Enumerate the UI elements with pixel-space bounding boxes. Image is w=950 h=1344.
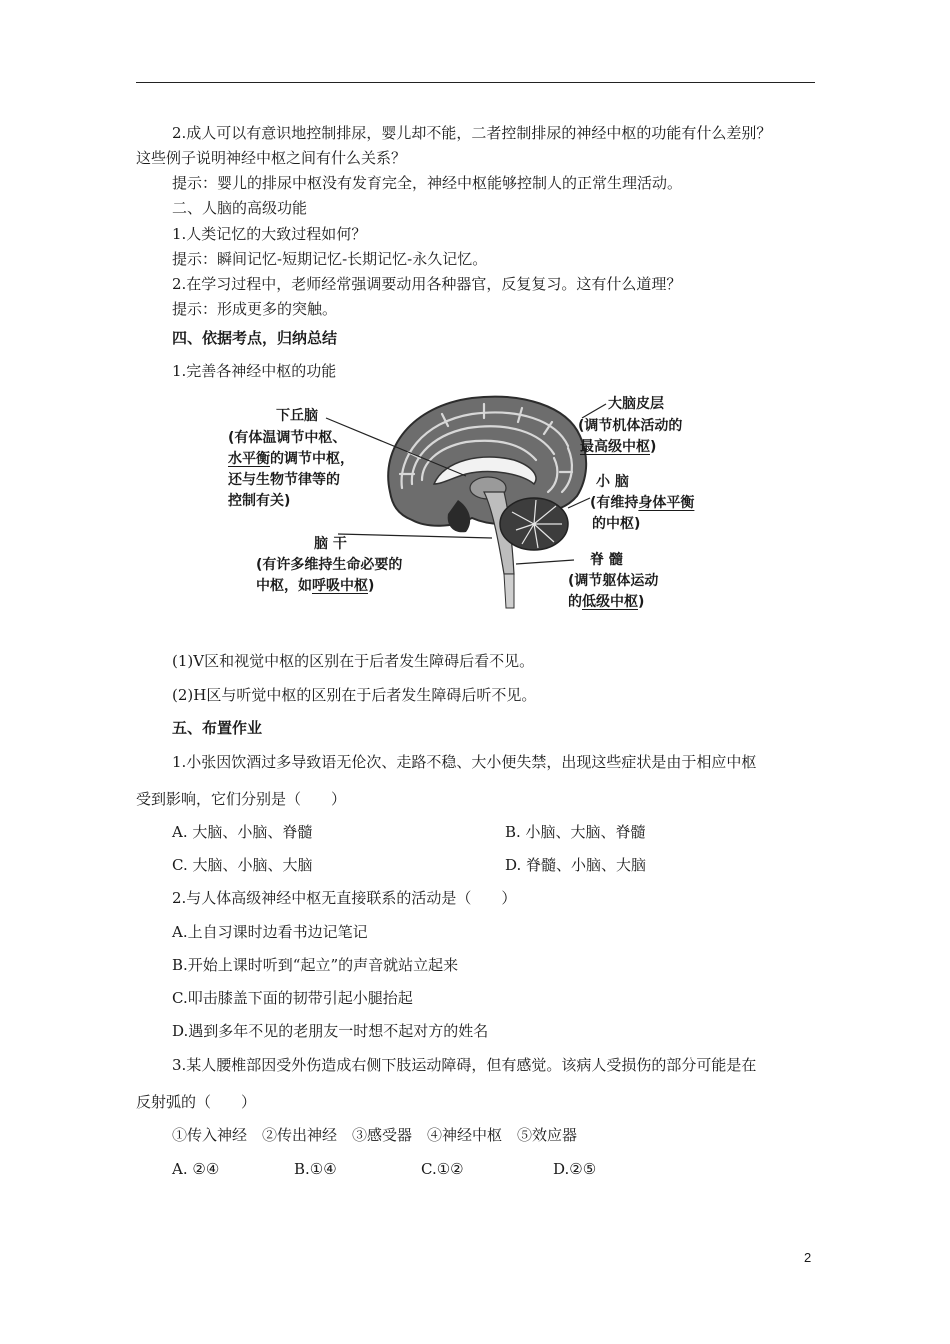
label-cortex-desc-1: (调节机体活动的 <box>578 418 683 434</box>
body-balance-term: 身体平衡 <box>638 495 695 511</box>
exercise-2-text: 2.与人体高级神经中枢无直接联系的活动是（ ） <box>172 889 517 907</box>
cortex-close-paren: ) <box>650 439 657 455</box>
exercise-2-option-b: B.开始上课时听到“起立”的声音就站立起来 <box>172 956 459 974</box>
cerebellum-desc-head: (有维持 <box>590 495 639 511</box>
exercise-2-option-d: D.遇到多年不见的老朋友一时想不起对方的姓名 <box>172 1022 489 1040</box>
note-1: (1)V区和视觉中枢的区别在于后者发生障碍后看不见。 <box>172 652 535 670</box>
section-4-title: 四、依据考点，归纳总结 <box>172 329 338 347</box>
label-hypothalamus-desc-3: 还与生物节律等的 <box>228 472 340 488</box>
question-2-text-cont: 这些例子说明神经中枢之间有什么关系？ <box>136 149 407 167</box>
label-cerebral-cortex: 大脑皮层 <box>608 396 664 412</box>
section-5-title: 五、布置作业 <box>172 719 263 737</box>
highest-center-term: 最高级中枢 <box>580 439 650 455</box>
exercise-3-option-b: B.①④ <box>294 1160 337 1178</box>
section-2-hint-1: 提示：瞬间记忆-短期记忆-长期记忆-永久记忆。 <box>172 250 488 268</box>
exercise-3-option-d: D.②⑤ <box>553 1160 597 1178</box>
spinal-desc-head: 的 <box>568 594 582 610</box>
label-cerebellum-desc-1 <box>590 493 694 514</box>
label-brainstem: 脑 干 <box>314 536 347 552</box>
label-cerebellum: 小 脑 <box>596 474 629 490</box>
exercise-1-option-d: D. 脊髓、小脑、大脑 <box>505 856 647 874</box>
exercise-3-text: 3.某人腰椎部因受外伤造成右侧下肢运动障碍，但有感觉。该病人受损伤的部分可能是在 <box>172 1056 757 1074</box>
exercise-2-option-a: A.上自习课时边看书边记笔记 <box>172 923 368 941</box>
label-brainstem-desc-2 <box>256 576 374 597</box>
exercise-1-option-c: C. 大脑、小脑、大脑 <box>172 856 313 874</box>
water-balance-tail: 的调节中枢， <box>270 451 354 467</box>
exercise-1-text-cont: 受到影响，它们分别是（ ） <box>136 790 347 808</box>
page-number: 2 <box>804 1250 812 1265</box>
exercise-3-option-a: A. ②④ <box>172 1160 220 1178</box>
section-2-hint-2: 提示：形成更多的突触。 <box>172 300 338 318</box>
note-2: (2)H区与听觉中枢的区别在于后者发生障碍后听不见。 <box>172 686 537 704</box>
exercise-3-option-c: C.①② <box>421 1160 464 1178</box>
label-cortex-desc-2 <box>580 437 656 458</box>
brainstem-desc-head: 中枢，如 <box>256 578 312 594</box>
exercise-1-option-a: A. 大脑、小脑、脊髓 <box>172 823 313 841</box>
water-balance-term: 水平衡 <box>228 451 270 467</box>
section-2-question-1: 1.人类记忆的大致过程如何？ <box>172 225 367 243</box>
section-2-question-2: 2.在学习过程中，老师经常强调要动用各种器官，反复复习。这有什么道理？ <box>172 275 682 293</box>
question-2-hint: 提示：婴儿的排尿中枢没有发育完全，神经中枢能够控制人的正常生理活动。 <box>172 174 683 192</box>
low-center-term: 低级中枢 <box>582 594 638 610</box>
brain-diagram <box>222 388 722 620</box>
label-spinal-desc-2 <box>568 592 644 613</box>
label-hypothalamus-desc-1: (有体温调节中枢、 <box>228 430 347 446</box>
label-hypothalamus-desc-2 <box>228 449 354 470</box>
respiratory-center-term: 呼吸中枢 <box>312 578 368 594</box>
header-rule <box>136 82 815 83</box>
label-hypothalamus-desc-4: 控制有关) <box>228 493 291 509</box>
spinal-close-paren: ) <box>638 594 645 610</box>
exercise-1-option-b: B. 小脑、大脑、脊髓 <box>505 823 646 841</box>
label-hypothalamus: 下丘脑 <box>276 408 318 424</box>
section-2-title: 二、人脑的高级功能 <box>172 199 308 217</box>
label-cerebellum-desc-2: 的中枢) <box>592 516 641 532</box>
exercise-2-option-c: C.叩击膝盖下面的韧带引起小腿抬起 <box>172 989 413 1007</box>
exercise-3-text-cont: 反射弧的（ ） <box>136 1093 257 1111</box>
label-spinal-desc-1: (调节躯体运动 <box>568 573 659 589</box>
label-spinal-cord: 脊 髓 <box>590 552 623 568</box>
section-4-item-1: 1.完善各神经中枢的功能 <box>172 362 337 380</box>
brainstem-close-paren: ) <box>368 578 375 594</box>
exercise-3-items: ①传入神经 ②传出神经 ③感受器 ④神经中枢 ⑤效应器 <box>172 1126 578 1144</box>
exercise-1-text: 1.小张因饮酒过多导致语无伦次、走路不稳、大小便失禁，出现这些症状是由于相应中枢 <box>172 753 757 771</box>
label-brainstem-desc-1: (有许多维持生命必要的 <box>256 557 403 573</box>
question-2-text: 2.成人可以有意识地控制排尿，婴儿却不能，二者控制排尿的神经中枢的功能有什么差别？ <box>172 124 772 142</box>
